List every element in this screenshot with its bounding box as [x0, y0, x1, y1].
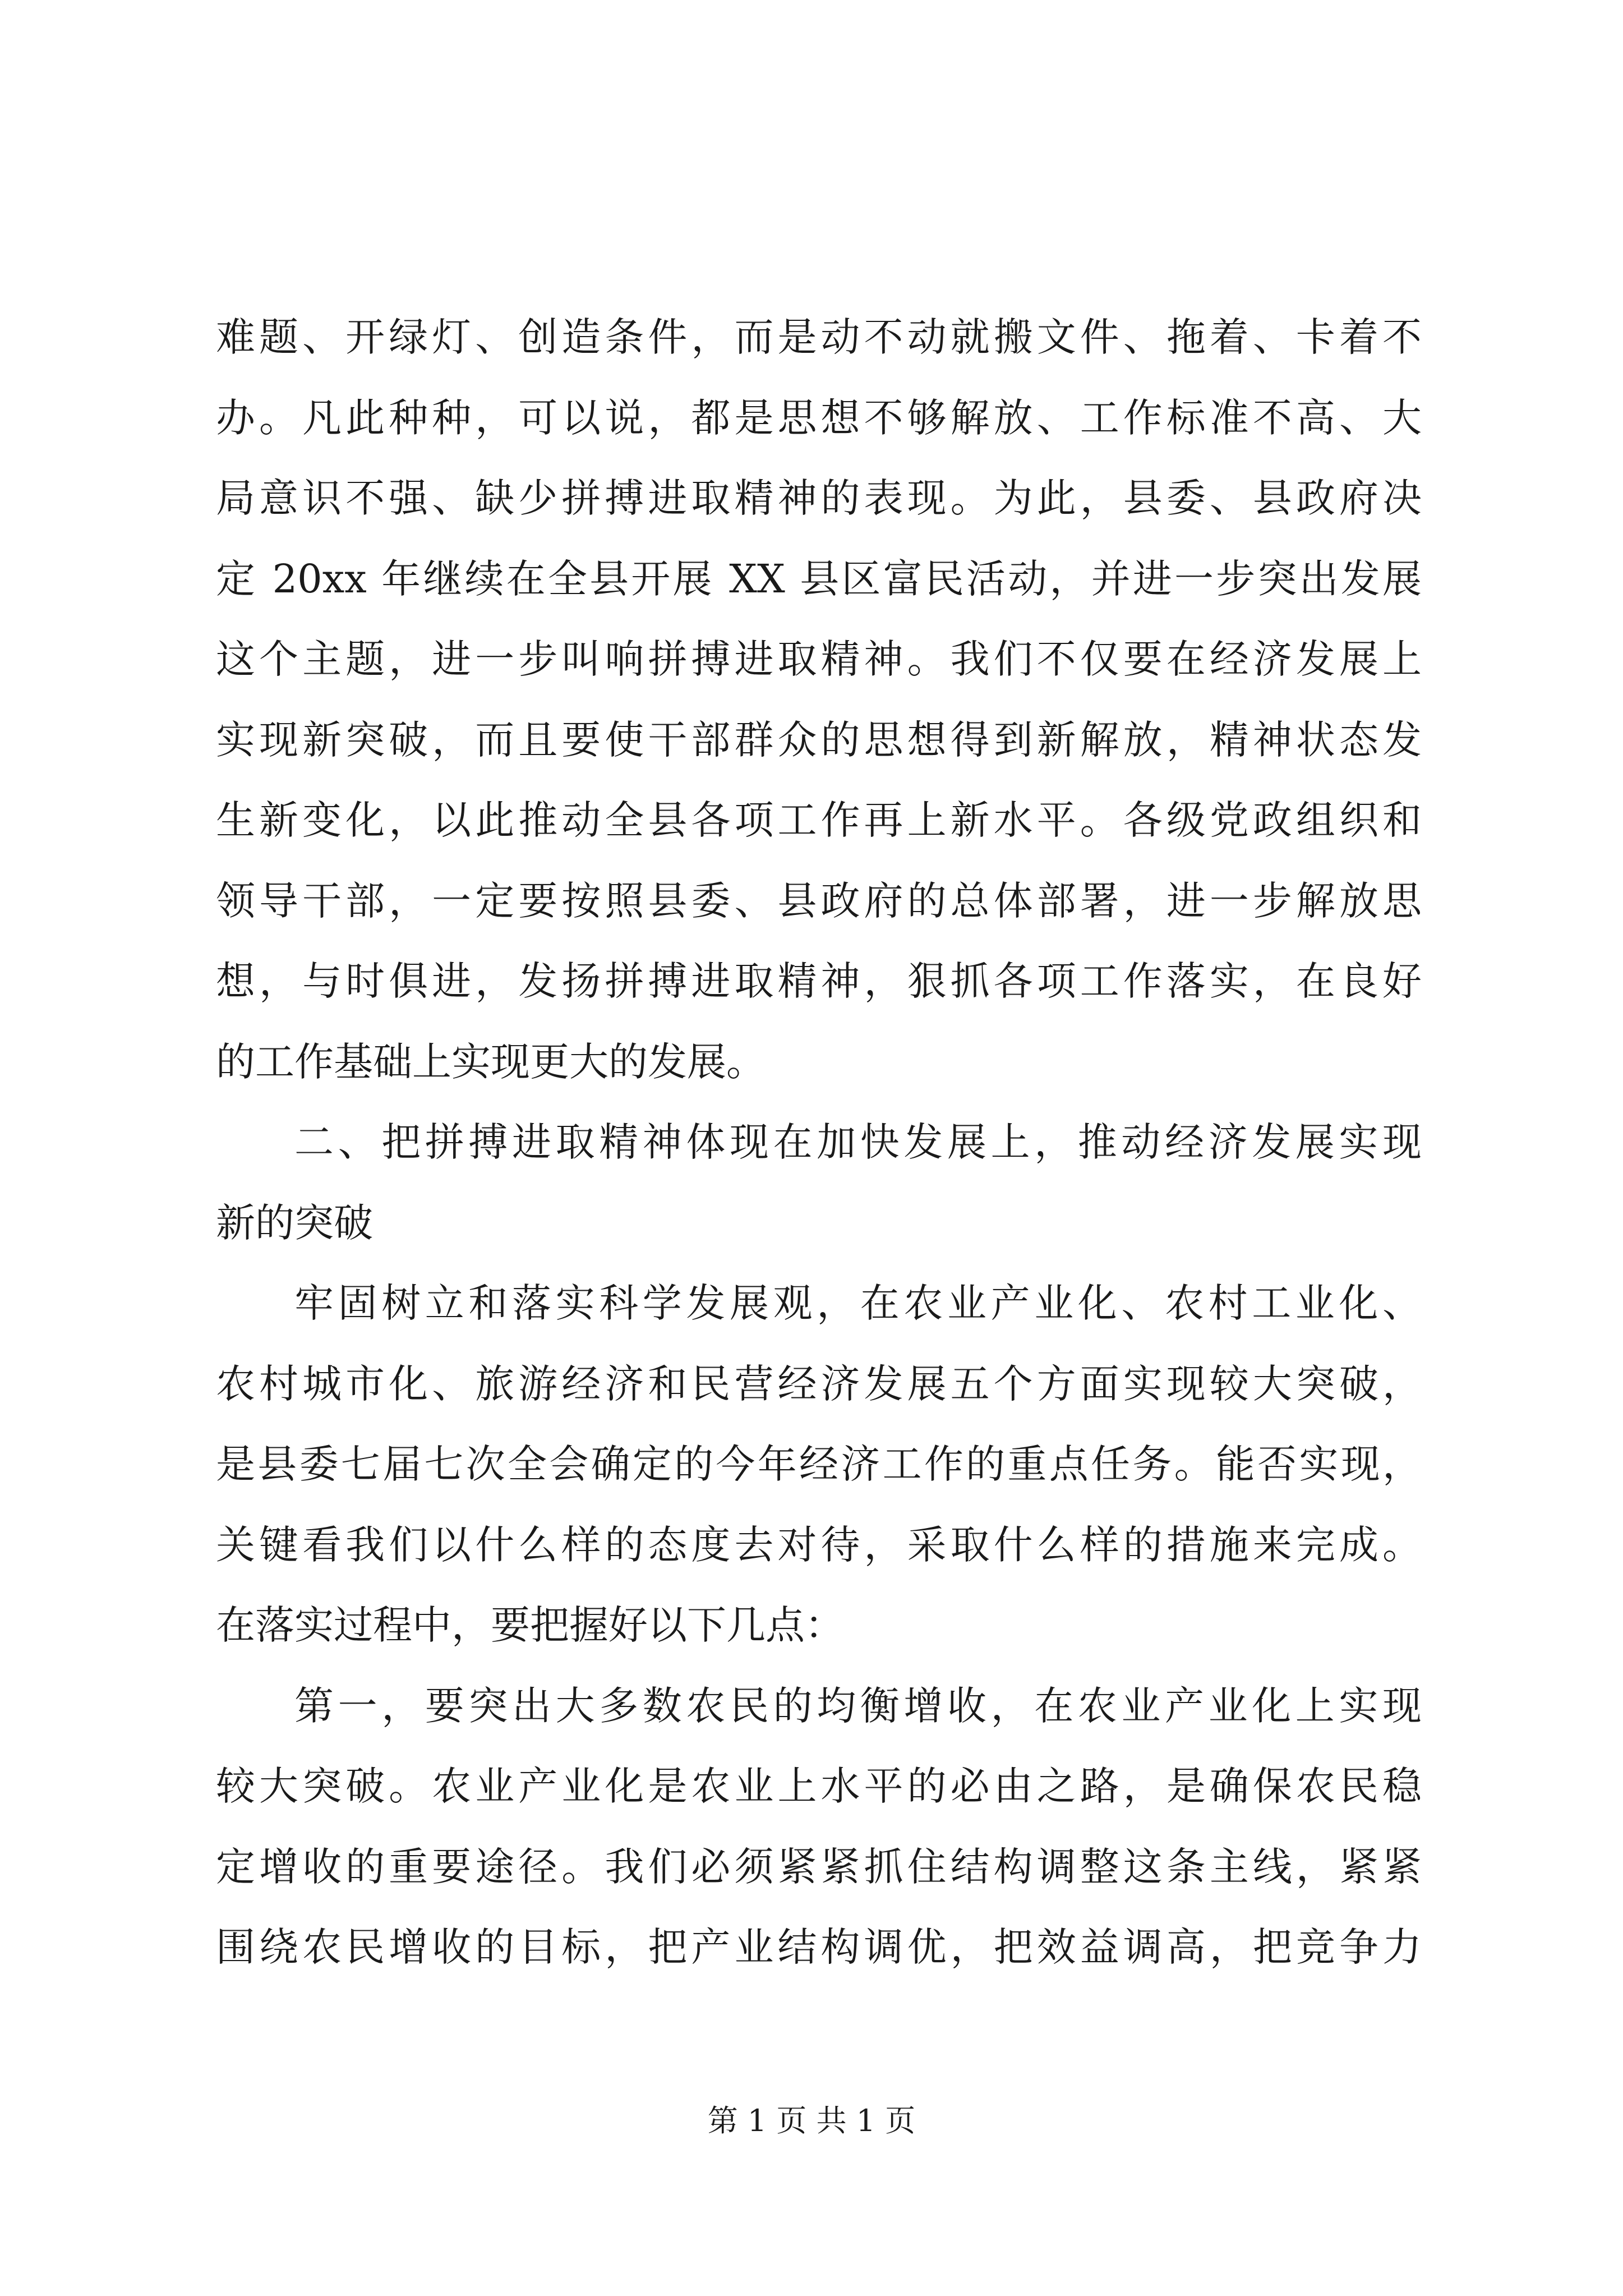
text-line: 领导干部，一定要按照县委、县政府的总体部署，进一步解放思: [216, 877, 1422, 924]
text-line: 围绕农民增收的目标，把产业结构调优，把效益调高，把竞争力: [216, 1924, 1422, 1970]
text-line: 关键看我们以什么样的态度去对待，采取什么样的措施来完成。: [216, 1521, 1422, 1568]
text-line: 是县委七届七次全会确定的今年经济工作的重点任务。能否实现，: [216, 1441, 1422, 1487]
text-line: 想，与时俱进，发扬拼搏进取精神，狠抓各项工作落实，在良好: [216, 958, 1422, 1004]
text-line: 难题、开绿灯、创造条件，而是动不动就搬文件、拖着、卡着不: [216, 314, 1422, 360]
text-line: 定 20xx 年继续在全县开展 XX 县区富民活动，并进一步突出发展: [216, 555, 1422, 602]
text-line: 这个主题，进一步叫响拼搏进取精神。我们不仅要在经济发展上: [216, 636, 1422, 682]
text-line: 的工作基础上实现更大的发展。: [216, 1038, 766, 1085]
document-body: [216, 297, 1422, 1988]
text-line: 第一，要突出大多数农民的均衡增收，在农业产业化上实现: [294, 1682, 1422, 1729]
page-footer: 第 1 页 共 1 页: [707, 2103, 916, 2138]
text-line: 农村城市化、旅游经济和民营经济发展五个方面实现较大突破，: [216, 1360, 1422, 1407]
text-line: 生新变化，以此推动全县各项工作再上新水平。各级党政组织和: [216, 797, 1422, 843]
text-line: 牢固树立和落实科学发展观，在农业产业化、农村工业化、: [294, 1280, 1422, 1326]
text-line: 定增收的重要途径。我们必须紧紧抓住结构调整这条主线，紧紧: [216, 1843, 1422, 1890]
text-line: 在落实过程中，要把握好以下几点：: [216, 1602, 844, 1648]
text-line: 办。凡此种种，可以说，都是思想不够解放、工作标准不高、大: [216, 394, 1422, 441]
text-line: 实现新突破，而且要使干部群众的思想得到新解放，精神状态发: [216, 716, 1422, 763]
text-line: 较大突破。农业产业化是农业上水平的必由之路，是确保农民稳: [216, 1763, 1422, 1809]
text-line: 局意识不强、缺少拼搏进取精神的表现。为此，县委、县政府决: [216, 475, 1422, 521]
text-line: 二、把拼搏进取精神体现在加快发展上，推动经济发展实现: [294, 1119, 1422, 1165]
text-line: 新的突破: [216, 1199, 373, 1246]
